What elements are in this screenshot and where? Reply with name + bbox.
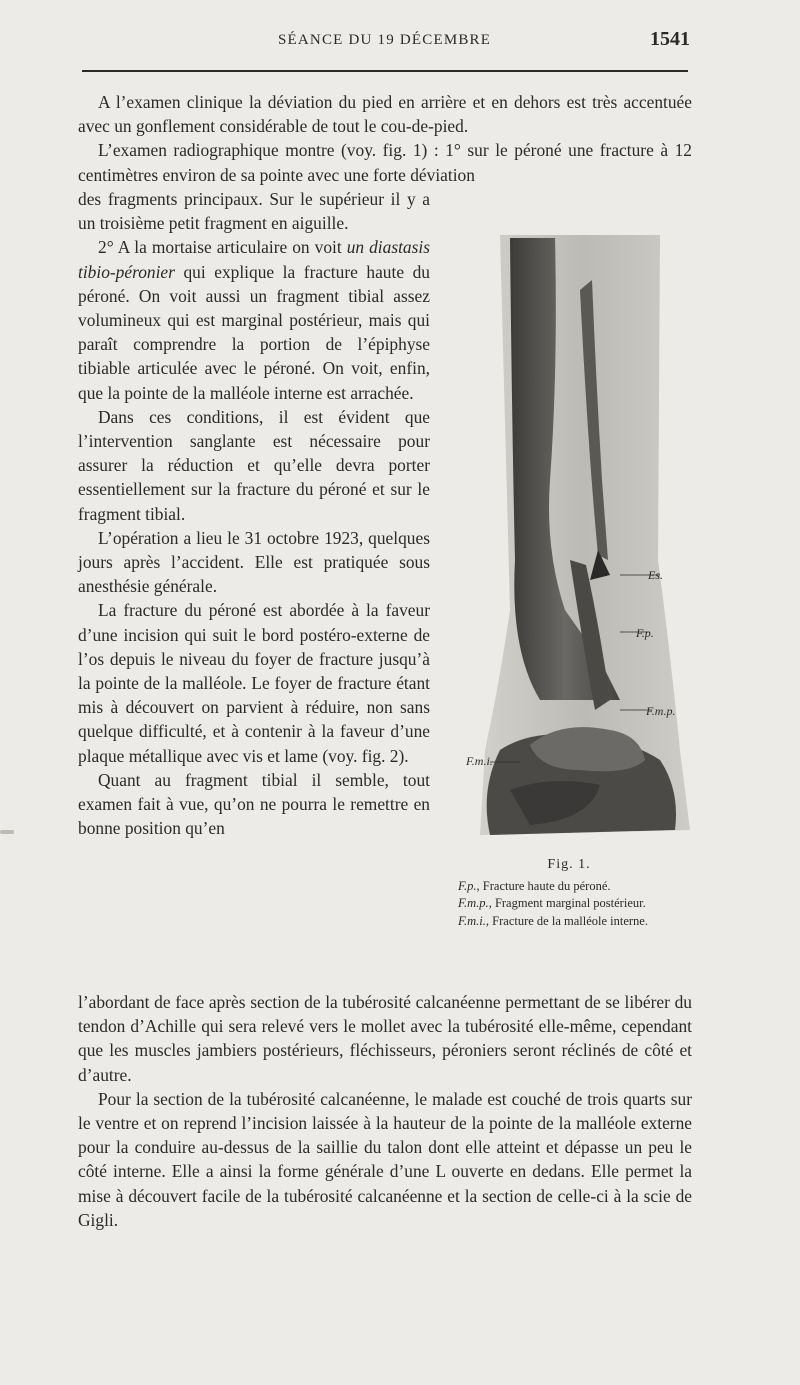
caption-abbr: F.p.: [458, 878, 477, 893]
paragraph-text: qui explique la fracture haute du péroné. On voit aussi un fragment tibial assez volumineux qui est marginal postérieur, mais qui paraît comprendre la portion de l’épiphyse tibiable articulée avec le péroné. On voit, enfin, que la pointe de la malléole interne est arrachée.: [78, 261, 430, 403]
figure-caption: [440, 858, 698, 931]
paragraph: La fracture du péroné est abordée à la faveur d’une incision qui suit le bord postéro-externe de l’os depuis le niveau du foyer de fracture jusqu’à la pointe de la malléole. Le foyer de fracture étant mis à découvert on parvient à réduire, non sans quelque difficulté, et à contenir à la faveur d’une plaque métallique avec vis et lame (voy. fig. 2).: [78, 600, 430, 766]
header-rule: [82, 70, 688, 72]
paragraph: Dans ces conditions, il est évident que l’intervention sanglante est nécessaire pour assurer la réduction et qu’elle devra porter essentiellement sur la fracture du péroné et sur le fragment tibial.: [78, 406, 430, 524]
text-column: [78, 187, 430, 840]
label-fmp: F.m.p.: [646, 704, 676, 718]
page-number: 1541: [650, 28, 690, 50]
running-head-title: SÉANCE DU 19 DÉCEMBRE: [278, 32, 492, 48]
label-fp: F.p.: [636, 626, 654, 640]
caption-entry: [440, 914, 698, 929]
caption-abbr: F.m.i.: [458, 913, 486, 928]
paragraph: Pour la section de la tubérosité calcanéenne, le malade est couché de trois quarts sur le ventre et on reprend l’incision laissée à la hauteur de la pointe de la malléole externe pour la conduire au-dessus de la saillie du talon dont elle atteint et dépasse un peu le côté interne. Elle a ainsi la forme générale d’une L ouverte en dedans. Elle permet la mise à découvert facile de la tubérosité calcanéenne et la section de celle-ci à la scie de Gigli.: [78, 1088, 692, 1230]
paragraph: L’examen radiographique montre (voy. fig. 1) : 1° sur le péroné une fracture à 12 centimètres environ de sa pointe avec une forte déviation: [78, 140, 692, 185]
figure-1: [466, 230, 692, 850]
paragraph: A l’examen clinique la déviation du pied en arrière et en dehors est très accentuée avec un gonflement considérable de tout le cou-de-pied.: [78, 92, 692, 137]
caption-title: Fig. 1.: [547, 857, 591, 872]
italic-term: un diastasis tibio-péronier: [78, 237, 430, 282]
caption-text: , Fragment marginal postérieur.: [488, 896, 646, 911]
label-fmi: F.m.i.: [466, 754, 493, 768]
caption-text: , Fracture de la malléole interne.: [485, 913, 648, 928]
paragraph: [78, 235, 430, 404]
leader-lines: [470, 230, 692, 850]
caption-entry: [440, 896, 698, 911]
text-block-bottom: [78, 990, 692, 1232]
text-block-top: [78, 90, 692, 187]
caption-abbr: F.m.p.: [458, 896, 489, 911]
label-es: Es.: [648, 568, 663, 582]
running-head: [78, 28, 690, 52]
margin-mark: [0, 830, 14, 834]
caption-entry: [440, 879, 698, 894]
paragraph-text: 2° A la mortaise articulaire on voit: [98, 237, 347, 258]
caption-text: , Fracture haute du péroné.: [476, 878, 611, 893]
paragraph: L’opération a lieu le 31 octobre 1923, quelques jours après l’accident. Elle est pratiquée sous anesthésie générale.: [78, 527, 430, 597]
paragraph: Quant au fragment tibial il semble, tout examen fait à vue, qu’on ne pourra le remettre en bonne position qu’en: [78, 769, 430, 839]
paragraph: l’abordant de face après section de la tubérosité calcanéenne permettant de se libérer du tendon d’Achille qui sera relevé vers le mollet avec la tubérosité elle-même, cependant que les muscles jambiers postérieurs, fléchisseurs, péroniers seront réclinés de côté et d’autre.: [78, 992, 692, 1085]
paragraph: des fragments principaux. Sur le supérieur il y a un troisième petit fragment en aiguille.: [78, 189, 430, 234]
